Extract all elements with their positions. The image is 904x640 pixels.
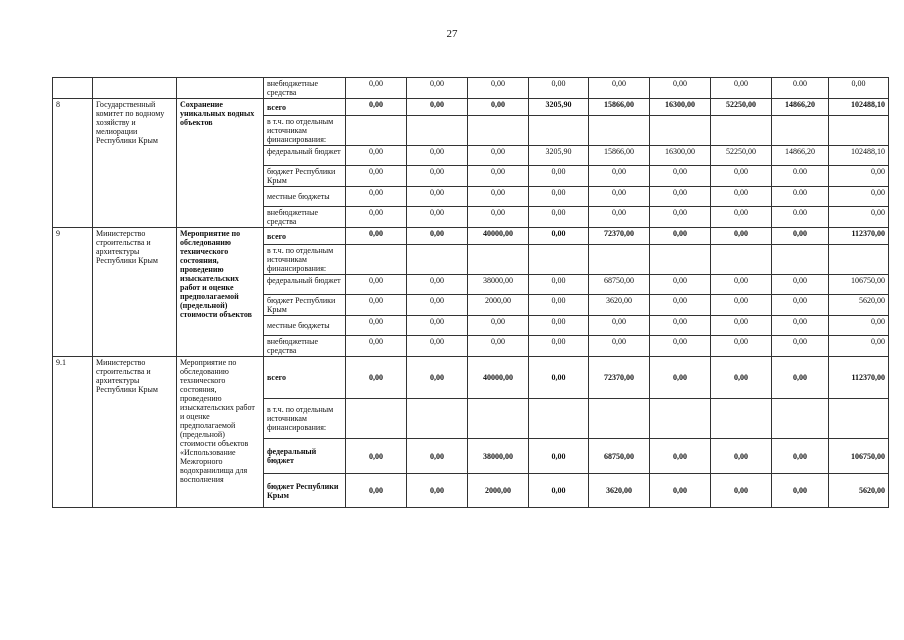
organization-name: Государственный комитет по водному хозяйству и мелиорации Республики Крым — [93, 99, 177, 228]
value-cell: 0,00 — [529, 439, 589, 474]
value-cell: 3205,90 — [529, 99, 589, 116]
value-cell — [772, 399, 829, 439]
value-cell: 0,00 — [772, 357, 829, 399]
value-cell: 0,00 — [589, 187, 650, 207]
value-cell: 102488,10 — [829, 146, 889, 166]
value-cell: 0,00 — [711, 295, 772, 316]
table-row — [53, 78, 889, 99]
value-cell: 0,00 — [529, 316, 589, 336]
value-cell — [829, 116, 889, 146]
value-cell: 0,00 — [468, 336, 529, 357]
value-cell — [711, 399, 772, 439]
value-cell: 0,00 — [650, 439, 711, 474]
measure-name: Сохранение уникальных водных объектов — [177, 99, 264, 228]
value-cell: 0,00 — [711, 439, 772, 474]
value-cell — [589, 245, 650, 275]
value-cell: 16300,00 — [650, 99, 711, 116]
value-cell: 112370,00 — [829, 228, 889, 245]
table-row — [53, 357, 889, 399]
value-cell: 0,00 — [529, 295, 589, 316]
value-cell: 0,00 — [650, 295, 711, 316]
value-cell: 3620,00 — [589, 474, 650, 508]
value-cell: 0.00 — [772, 187, 829, 207]
value-cell: 0,00 — [468, 207, 529, 228]
value-cell: 0,00 — [346, 336, 407, 357]
value-cell — [468, 116, 529, 146]
value-cell: 0,00 — [772, 474, 829, 508]
value-cell: 0,00 — [407, 316, 468, 336]
value-cell: 0,00 — [407, 357, 468, 399]
value-cell: 0,00 — [829, 166, 889, 187]
value-cell — [650, 399, 711, 439]
source-label: федеральный бюджет — [264, 275, 346, 295]
value-cell: 0,00 — [589, 78, 650, 99]
value-cell: 0,00 — [829, 187, 889, 207]
value-cell: 0,00 — [346, 207, 407, 228]
value-cell: 0.00 — [772, 166, 829, 187]
value-cell: 0,00 — [772, 439, 829, 474]
page-number: 27 — [446, 28, 458, 40]
value-cell — [711, 116, 772, 146]
value-cell: 0,00 — [829, 336, 889, 357]
value-cell: 0,00 — [829, 316, 889, 336]
source-label: в т.ч. по отдельным источникам финансирования: — [264, 399, 346, 439]
value-cell — [468, 245, 529, 275]
value-cell: 0,00 — [529, 336, 589, 357]
source-label: в т.ч. по отдельным источникам финансирования: — [264, 245, 346, 275]
source-label: в т.ч. по отдельным источникам финансирования: — [264, 116, 346, 146]
org-cell — [93, 78, 177, 99]
source-label: всего — [264, 99, 346, 116]
value-cell: 0,00 — [829, 207, 889, 228]
value-cell: 0,00 — [772, 316, 829, 336]
value-cell — [829, 399, 889, 439]
value-cell: 14866,20 — [772, 99, 829, 116]
source-label: федеральный бюджет — [264, 146, 346, 166]
measure-name: Мероприятие по обследованию технического состояния, проведению изыскательских работ и оценке предполагаемой (предельной) стоимости объектов — [177, 228, 264, 357]
value-cell: 0,00 — [346, 166, 407, 187]
value-cell: 106750,00 — [829, 275, 889, 295]
source-label: внебюджетные средства — [264, 336, 346, 357]
value-cell: 3620,00 — [589, 295, 650, 316]
value-cell: 0,00 — [468, 146, 529, 166]
value-cell: 0,00 — [407, 146, 468, 166]
value-cell: 0,00 — [407, 474, 468, 508]
source-label: местные бюджеты — [264, 316, 346, 336]
value-cell — [529, 399, 589, 439]
value-cell: 0,00 — [407, 295, 468, 316]
source-label: внебюджетные средства — [264, 207, 346, 228]
value-cell: 0,00 — [529, 166, 589, 187]
value-cell: 0,00 — [711, 187, 772, 207]
value-cell: 68750,00 — [589, 439, 650, 474]
table-row — [53, 99, 889, 116]
value-cell: 112370,00 — [829, 357, 889, 399]
value-cell: 0,00 — [346, 99, 407, 116]
item-number: 9 — [53, 228, 93, 357]
value-cell: 0,00 — [468, 78, 529, 99]
value-cell: 0,00 — [468, 166, 529, 187]
value-cell: 0,00 — [468, 99, 529, 116]
value-cell: 0,00 — [589, 316, 650, 336]
value-cell: 40000,00 — [468, 357, 529, 399]
value-cell: 0,00 — [529, 187, 589, 207]
value-cell: 0,00 — [711, 207, 772, 228]
financing-table — [52, 77, 889, 508]
value-cell — [772, 245, 829, 275]
value-cell: 0,00 — [650, 207, 711, 228]
item-number: 9.1 — [53, 357, 93, 508]
value-cell: 0,00 — [346, 439, 407, 474]
value-cell: 0,00 — [711, 336, 772, 357]
source-label: бюджет Республики Крым — [264, 295, 346, 316]
source-label: бюджет Республики Крым — [264, 474, 346, 508]
source-label: всего — [264, 228, 346, 245]
measure-cell — [177, 78, 264, 99]
value-cell: 0,00 — [650, 316, 711, 336]
value-cell: 0,00 — [346, 187, 407, 207]
num-cell — [53, 78, 93, 99]
value-cell: 0,00 — [772, 336, 829, 357]
value-cell: 0,00 — [346, 78, 407, 99]
value-cell — [650, 245, 711, 275]
value-cell: 0,00 — [468, 316, 529, 336]
value-cell: 2000,00 — [468, 295, 529, 316]
value-cell — [346, 116, 407, 146]
value-cell: 0,00 — [650, 474, 711, 508]
value-cell: 38000,00 — [468, 439, 529, 474]
value-cell: 0,00 — [650, 275, 711, 295]
value-cell: 0,00 — [407, 228, 468, 245]
value-cell: 52250,00 — [711, 99, 772, 116]
value-cell — [772, 116, 829, 146]
value-cell — [650, 116, 711, 146]
item-number: 8 — [53, 99, 93, 228]
value-cell: 72370,00 — [589, 228, 650, 245]
value-cell: 0,00 — [346, 316, 407, 336]
value-cell: 0,00 — [772, 228, 829, 245]
value-cell: 0,00 — [346, 357, 407, 399]
value-cell: 0,00 — [589, 207, 650, 228]
value-cell: 0,00 — [829, 78, 889, 99]
value-cell: 0.00 — [772, 78, 829, 99]
value-cell: 0,00 — [650, 187, 711, 207]
source-label: внебюджетные средства — [264, 78, 346, 99]
value-cell: 0,00 — [650, 357, 711, 399]
value-cell: 0,00 — [346, 275, 407, 295]
value-cell: 68750,00 — [589, 275, 650, 295]
value-cell: 0,00 — [711, 275, 772, 295]
value-cell: 0,00 — [650, 336, 711, 357]
value-cell: 0,00 — [407, 187, 468, 207]
value-cell: 0,00 — [346, 228, 407, 245]
value-cell: 38000,00 — [468, 275, 529, 295]
value-cell: 0,00 — [711, 357, 772, 399]
table-row — [53, 228, 889, 245]
source-label: местные бюджеты — [264, 187, 346, 207]
value-cell — [711, 245, 772, 275]
value-cell: 0,00 — [346, 295, 407, 316]
value-cell: 0,00 — [529, 474, 589, 508]
value-cell: 0,00 — [529, 275, 589, 295]
value-cell: 15866,00 — [589, 146, 650, 166]
value-cell: 0,00 — [407, 207, 468, 228]
measure-name: Мероприятие по обследованию технического состояния, проведению изыскательских работ и оценке предполагаемой (предельной) стоимости объектов «Использование Межгорного водохранилища для восполнения — [177, 357, 264, 508]
value-cell: 0,00 — [407, 99, 468, 116]
value-cell: 0,00 — [468, 187, 529, 207]
value-cell: 0,00 — [529, 357, 589, 399]
source-label: бюджет Республики Крым — [264, 166, 346, 187]
value-cell — [407, 245, 468, 275]
value-cell: 0,00 — [407, 336, 468, 357]
value-cell: 0,00 — [407, 275, 468, 295]
value-cell: 0,00 — [589, 166, 650, 187]
source-label: всего — [264, 357, 346, 399]
value-cell: 106750,00 — [829, 439, 889, 474]
value-cell — [407, 116, 468, 146]
value-cell: 0,00 — [346, 474, 407, 508]
value-cell: 0,00 — [772, 275, 829, 295]
value-cell — [529, 245, 589, 275]
value-cell — [468, 399, 529, 439]
organization-name: Министерство строительства и архитектуры Республики Крым — [93, 357, 177, 508]
value-cell: 0,00 — [711, 316, 772, 336]
value-cell — [589, 116, 650, 146]
value-cell: 0,00 — [711, 474, 772, 508]
value-cell: 102488,10 — [829, 99, 889, 116]
value-cell: 72370,00 — [589, 357, 650, 399]
value-cell: 0.00 — [772, 207, 829, 228]
value-cell: 0,00 — [407, 166, 468, 187]
value-cell: 0,00 — [346, 146, 407, 166]
value-cell: 0,00 — [711, 228, 772, 245]
value-cell — [346, 245, 407, 275]
value-cell: 0,00 — [650, 166, 711, 187]
value-cell — [346, 399, 407, 439]
value-cell: 40000,00 — [468, 228, 529, 245]
value-cell: 16300,00 — [650, 146, 711, 166]
value-cell: 0,00 — [711, 166, 772, 187]
value-cell: 0,00 — [407, 78, 468, 99]
value-cell — [529, 116, 589, 146]
value-cell: 0,00 — [711, 78, 772, 99]
organization-name: Министерство строительства и архитектуры Республики Крым — [93, 228, 177, 357]
value-cell: 0,00 — [650, 78, 711, 99]
value-cell: 3205,90 — [529, 146, 589, 166]
value-cell: 0,00 — [650, 228, 711, 245]
value-cell: 5620,00 — [829, 295, 889, 316]
value-cell: 52250,00 — [711, 146, 772, 166]
source-label: федеральный бюджет — [264, 439, 346, 474]
value-cell: 0,00 — [772, 295, 829, 316]
value-cell: 15866,00 — [589, 99, 650, 116]
value-cell: 2000,00 — [468, 474, 529, 508]
value-cell — [407, 399, 468, 439]
value-cell: 14866,20 — [772, 146, 829, 166]
value-cell: 5620,00 — [829, 474, 889, 508]
value-cell — [829, 245, 889, 275]
value-cell: 0,00 — [529, 228, 589, 245]
value-cell: 0,00 — [529, 207, 589, 228]
value-cell — [589, 399, 650, 439]
value-cell: 0,00 — [589, 336, 650, 357]
value-cell: 0,00 — [529, 78, 589, 99]
value-cell: 0,00 — [407, 439, 468, 474]
